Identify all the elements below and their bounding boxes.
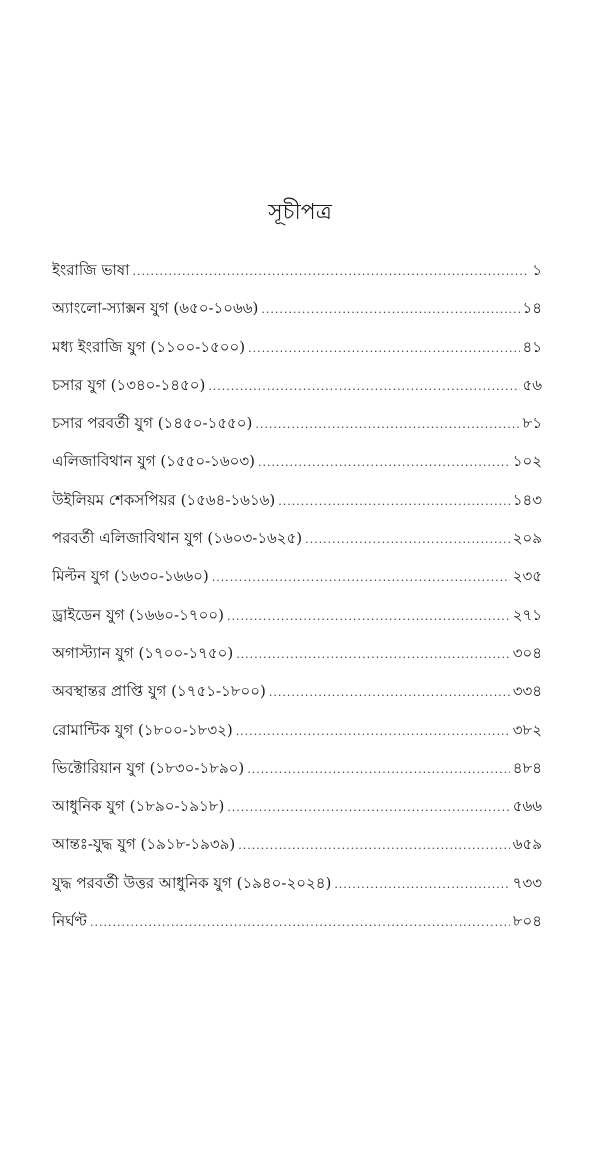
toc-entry-page: ৩৩৪ bbox=[512, 682, 542, 701]
toc-entry bbox=[52, 638, 542, 676]
leader-dots bbox=[133, 257, 530, 287]
toc-entry-title: ড্রাইডেন যুগ (১৬৬০-১৭০০) bbox=[52, 605, 224, 624]
toc-entry bbox=[52, 868, 542, 906]
toc-entry bbox=[52, 332, 542, 370]
leader-dots bbox=[238, 831, 510, 861]
toc-entry-title: মধ্য ইংরাজি যুগ (১১০০-১৫০০) bbox=[52, 337, 246, 356]
toc-entry bbox=[52, 370, 542, 408]
leader-dots bbox=[247, 755, 510, 785]
toc-entry bbox=[52, 446, 542, 484]
leader-dots bbox=[236, 717, 510, 747]
toc-entry-title: মিল্টন যুগ (১৬৩০-১৬৬০) bbox=[52, 567, 209, 586]
toc-entry-title: অবস্থান্তর প্রাপ্তি যুগ (১৭৫১-১৮০০) bbox=[52, 682, 266, 701]
toc-entry bbox=[52, 676, 542, 714]
toc-entry bbox=[52, 906, 542, 944]
toc-entry-title: আধুনিক যুগ (১৮৯০-১৯১৮) bbox=[52, 797, 225, 816]
toc-entry bbox=[52, 523, 542, 561]
page-title: সূচীপত্র bbox=[268, 200, 332, 225]
leader-dots bbox=[248, 334, 519, 364]
toc-entry-title: যুদ্ধ পরবর্তী উত্তর আধুনিক যুগ (১৯৪০-২০২৪) bbox=[52, 873, 332, 892]
toc-entry bbox=[52, 485, 542, 523]
toc-entry bbox=[52, 753, 542, 791]
toc-entry-title: উইলিয়ম শেকসপিয়র (১৫৬৪-১৬১৬) bbox=[52, 490, 276, 509]
toc-entry-page: ৮০৪ bbox=[512, 912, 542, 931]
toc-entry-title: ভিক্টোরিয়ান যুগ (১৮৩০-১৮৯০) bbox=[52, 758, 245, 777]
toc-entry-page: ৬৫৯ bbox=[512, 835, 542, 854]
toc-entry-page: ১৪ bbox=[522, 299, 542, 318]
leader-dots bbox=[269, 678, 510, 708]
toc-entry-page: ১০২ bbox=[512, 452, 542, 471]
toc-entry-page: ৩৮২ bbox=[512, 720, 542, 739]
toc-entry-page: ৫৬ bbox=[522, 375, 542, 394]
toc-entry-page: ৪১ bbox=[522, 337, 542, 356]
leader-dots bbox=[212, 563, 510, 593]
leader-dots bbox=[255, 410, 519, 440]
toc-entry-page: ৮১ bbox=[522, 414, 542, 433]
toc-entry-page: ২৭১ bbox=[512, 605, 542, 624]
leader-dots bbox=[208, 372, 519, 402]
leader-dots bbox=[334, 870, 509, 900]
toc-entry-page: ৩০৪ bbox=[512, 643, 542, 662]
toc-entry-page: ৪৮৪ bbox=[512, 758, 542, 777]
toc-entry bbox=[52, 791, 542, 829]
toc-entry-title: চসার পরবর্তী যুগ (১৪৫০-১৫৫০) bbox=[52, 414, 253, 433]
toc-entry-title: চসার যুগ (১৩৪০-১৪৫০) bbox=[52, 375, 206, 394]
toc-entry bbox=[52, 829, 542, 867]
toc-entry-page: ২০৯ bbox=[512, 529, 542, 548]
toc-entry bbox=[52, 293, 542, 331]
toc-entry-title: পরবর্তী এলিজাবিথান যুগ (১৬০৩-১৬২৫) bbox=[52, 529, 303, 548]
toc-entry-title: নির্ঘণ্ট bbox=[52, 912, 87, 931]
toc-entry-title: এলিজাবিথান যুগ (১৫৫০-১৬০৩) bbox=[52, 452, 256, 471]
leader-dots bbox=[236, 640, 510, 670]
leader-dots bbox=[90, 908, 510, 938]
toc-entry-title: অ্যাংলো-স্যাক্সন যুগ (৬৫০-১০৬৬) bbox=[52, 299, 259, 318]
toc-entry-page: ৫৬৬ bbox=[512, 797, 542, 816]
toc-entry-page: ৭৩৩ bbox=[512, 873, 542, 892]
toc-entry bbox=[52, 561, 542, 599]
toc-entry bbox=[52, 600, 542, 638]
toc-entry bbox=[52, 715, 542, 753]
leader-dots bbox=[305, 525, 510, 555]
table-of-contents bbox=[52, 255, 542, 944]
toc-entry-page: ১৪৩ bbox=[512, 490, 542, 509]
leader-dots bbox=[227, 602, 510, 632]
leader-dots bbox=[227, 793, 509, 823]
toc-entry-title: রোমান্টিক যুগ (১৮০০-১৮৩২) bbox=[52, 720, 233, 739]
toc-entry-title: আন্তঃ-যুদ্ধ যুগ (১৯১৮-১৯৩৯) bbox=[52, 835, 236, 854]
toc-entry-page: ২৩৫ bbox=[512, 567, 542, 586]
leader-dots bbox=[258, 448, 510, 478]
leader-dots bbox=[261, 295, 519, 325]
toc-entry bbox=[52, 255, 542, 293]
toc-entry-page: ১ bbox=[532, 261, 542, 279]
toc-entry-title: অগাস্ট্যান যুগ (১৭০০-১৭৫০) bbox=[52, 643, 234, 662]
toc-entry-title: ইংরাজি ভাষা bbox=[52, 261, 130, 279]
leader-dots bbox=[278, 487, 509, 517]
toc-entry bbox=[52, 408, 542, 446]
